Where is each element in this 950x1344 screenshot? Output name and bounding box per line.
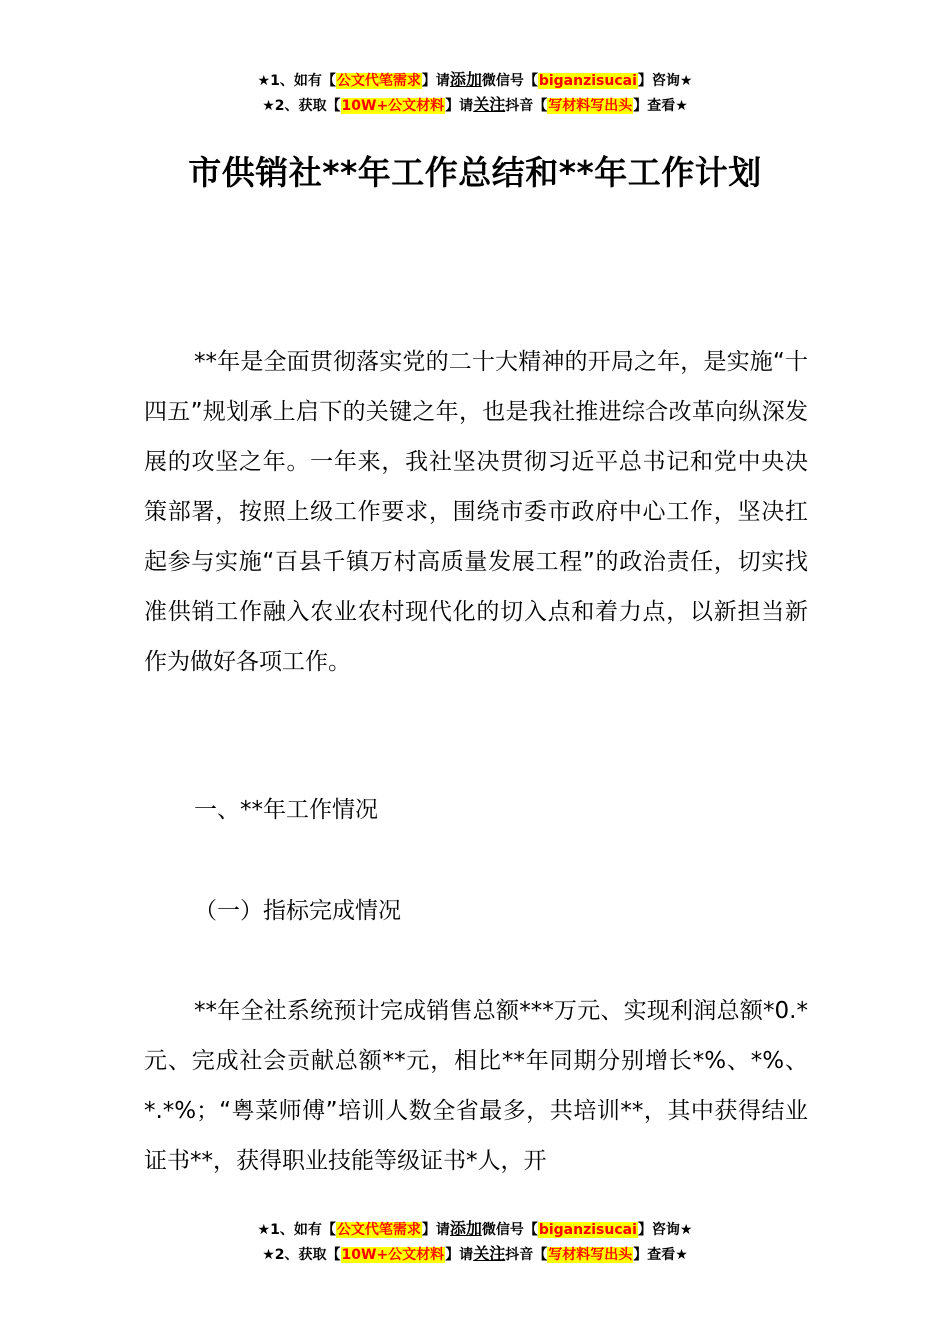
douyin-account-highlight: 写材料写出头 bbox=[548, 98, 633, 114]
banner-text: 】请 bbox=[421, 1222, 450, 1238]
banner-emphasis: 关注 bbox=[473, 1244, 506, 1263]
banner-emphasis: 关注 bbox=[473, 95, 506, 114]
banner-text: 微信号【 bbox=[481, 1222, 538, 1238]
banner-text: 】咨询★ bbox=[637, 1222, 693, 1238]
footer-banner-line-1 bbox=[0, 1217, 950, 1242]
banner-text: 抖音【 bbox=[505, 1247, 548, 1263]
section-heading: 一、**年工作情况 bbox=[194, 797, 378, 823]
banner-text: 】查看★ bbox=[633, 98, 688, 114]
douyin-account-highlight: 写材料写出头 bbox=[548, 1247, 633, 1263]
banner-text: 抖音【 bbox=[505, 98, 548, 114]
materials-highlight: 10W+公文材料 bbox=[341, 98, 445, 114]
banner-text: ★2、获取【 bbox=[262, 98, 341, 114]
banner-text: 】请 bbox=[421, 73, 450, 89]
banner-text: 】请 bbox=[445, 98, 474, 114]
ghostwriting-service-highlight: 公文代笔需求 bbox=[336, 73, 421, 89]
intro-paragraph: **年是全面贯彻落实党的二十大精神的开局之年，是实施“十四五”规划承上启下的关键之年，也是我社推进综合改革向纵深发展的攻坚之年。一年来，我社坚决贯彻习近平总书记和党中央决策部署，按照上级工作要求，围绕市委市政府中心工作，坚决扛起参与实施“百县千镇万村高质量发展工程”的政治责任，切实找准供销工作融入农业农村现代化的切入点和着力点，以新担当新作为做好各项工作。 bbox=[144, 349, 808, 675]
header-banner bbox=[0, 68, 950, 118]
banner-text: 】请 bbox=[445, 1247, 474, 1263]
banner-text: ★1、如有【 bbox=[257, 73, 336, 89]
materials-highlight: 10W+公文材料 bbox=[341, 1247, 445, 1263]
header-banner-line-1 bbox=[0, 68, 950, 93]
banner-emphasis: 添加 bbox=[449, 70, 482, 89]
wechat-id-highlight: biganzisucai bbox=[538, 1222, 637, 1238]
wechat-id-highlight: biganzisucai bbox=[538, 73, 637, 89]
subsection-heading: （一）指标完成情况 bbox=[194, 898, 401, 924]
footer-banner-line-2 bbox=[0, 1242, 950, 1267]
header-banner-line-2 bbox=[0, 93, 950, 118]
ghostwriting-service-highlight: 公文代笔需求 bbox=[336, 1222, 421, 1238]
footer-banner bbox=[0, 1217, 950, 1267]
indicator-paragraph: **年全社系统预计完成销售总额***万元、实现利润总额*0.*元、完成社会贡献总额**元，相比**年同期分别增长*%、*%、*.*%；“粤菜师傅”培训人数全省最多，共培训**，其中获得结业证书**，获得职业技能等级证书*人，开 bbox=[144, 998, 808, 1174]
banner-text: 】咨询★ bbox=[637, 73, 693, 89]
banner-emphasis: 添加 bbox=[449, 1219, 482, 1238]
banner-text: ★2、获取【 bbox=[262, 1247, 341, 1263]
banner-text: 】查看★ bbox=[633, 1247, 688, 1263]
banner-text: 微信号【 bbox=[481, 73, 538, 89]
banner-text: ★1、如有【 bbox=[257, 1222, 336, 1238]
document-title: 市供销社**年工作总结和**年工作计划 bbox=[188, 153, 762, 192]
